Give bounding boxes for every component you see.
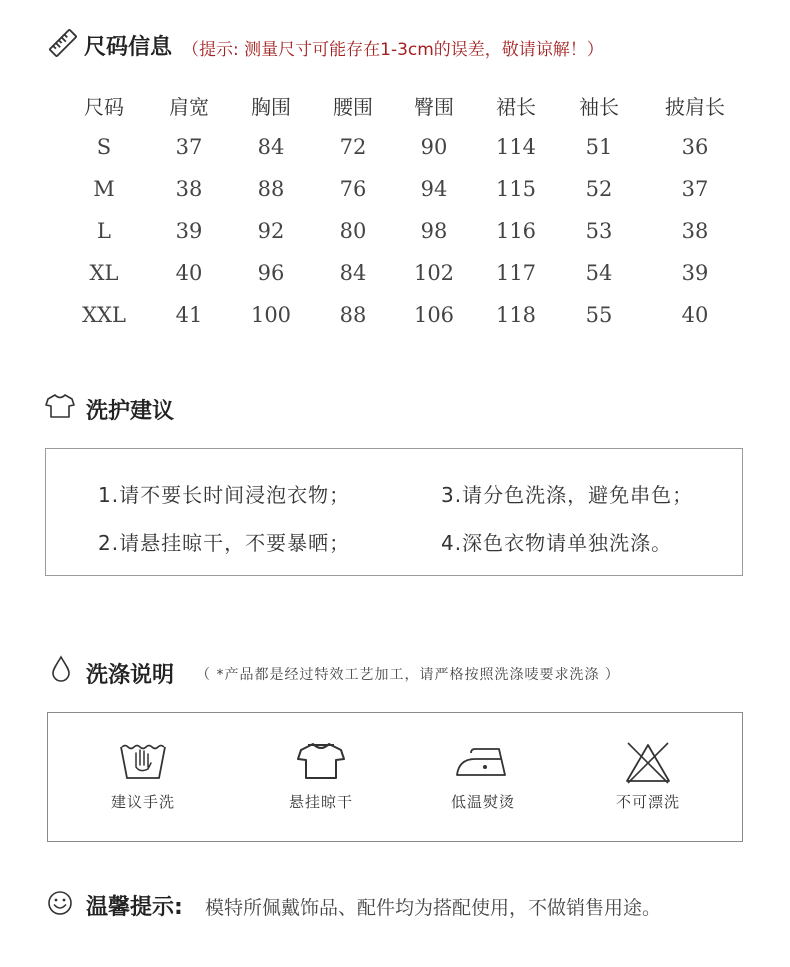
wash-item-label: 悬挂晾干 (288, 793, 353, 811)
table-cell: 40 (681, 303, 709, 327)
table-cell: 80 (339, 219, 367, 243)
iron-low-icon (453, 741, 513, 781)
table-cell: 36 (681, 135, 709, 159)
care-section-title: 洗护建议 (86, 399, 175, 424)
table-cell: 41 (175, 303, 203, 327)
table-cell: M (93, 177, 115, 201)
table-cell: 98 (420, 219, 448, 243)
wash-item (578, 741, 718, 812)
table-row (60, 294, 750, 336)
table-cell: 76 (339, 177, 367, 201)
table-cell: 88 (339, 303, 367, 327)
table-cell: 39 (681, 261, 709, 285)
table-cell: XXL (82, 303, 126, 327)
size-table-header-row (60, 84, 750, 126)
table-row (60, 126, 750, 168)
tip-text: 模特所佩戴饰品、配件均为搭配使用，不做销售用途。 (205, 897, 662, 919)
table-cell: 92 (257, 219, 285, 243)
table-cell: 39 (175, 219, 203, 243)
column-header: 裙长 (496, 94, 536, 119)
column-header: 臀围 (414, 94, 454, 119)
wash-item (251, 741, 391, 812)
table-cell: 114 (495, 135, 537, 159)
wash-item-label: 低温熨烫 (450, 793, 515, 811)
size-section-title: 尺码信息 (84, 35, 173, 60)
tshirt-icon (45, 393, 75, 419)
column-header: 披肩长 (665, 94, 725, 119)
care-item: 1.请不要长时间浸泡衣物； (98, 483, 351, 507)
table-row (60, 168, 750, 210)
table-cell: 117 (495, 261, 537, 285)
table-cell: 94 (420, 177, 448, 201)
column-header: 胸围 (251, 94, 291, 119)
table-cell: 37 (681, 177, 709, 201)
table-cell: 84 (257, 135, 285, 159)
care-item: 2.请悬挂晾干，不要暴晒； (98, 531, 351, 555)
table-row (60, 252, 750, 294)
table-cell: 88 (257, 177, 285, 201)
wash-item-label: 不可漂洗 (615, 793, 680, 811)
size-table (60, 84, 750, 336)
ruler-icon (48, 28, 78, 58)
table-cell: 40 (175, 261, 203, 285)
hang-dry-icon (296, 741, 346, 781)
column-header: 肩宽 (169, 94, 209, 119)
table-cell: 106 (413, 303, 455, 327)
care-item: 4.深色衣物请单独洗涤。 (441, 531, 673, 555)
table-cell: 72 (339, 135, 367, 159)
table-cell: L (97, 219, 111, 243)
table-cell: 90 (420, 135, 448, 159)
no-bleach-icon (623, 741, 673, 785)
table-cell: 96 (257, 261, 285, 285)
care-item: 3.请分色洗涤，避免串色； (441, 483, 694, 507)
table-cell: 84 (339, 261, 367, 285)
wash-item (413, 741, 553, 812)
table-cell: XL (89, 261, 119, 285)
wash-section-note: （ *产品都是经过特效工艺加工，请严格按照洗涤唛要求洗涤 ） (196, 667, 620, 683)
wash-item-label: 建议手洗 (110, 793, 175, 811)
water-drop-icon (50, 655, 72, 683)
table-cell: 51 (585, 135, 613, 159)
table-cell: S (96, 135, 112, 159)
table-cell: 118 (495, 303, 537, 327)
table-row (60, 210, 750, 252)
table-cell: 55 (585, 303, 613, 327)
tip-title: 温馨提示: (86, 895, 183, 920)
smiley-icon (47, 890, 73, 916)
table-cell: 52 (585, 177, 613, 201)
table-cell: 53 (585, 219, 613, 243)
wash-instructions-box (47, 712, 743, 842)
table-cell: 54 (585, 261, 613, 285)
column-header: 腰围 (333, 94, 373, 119)
care-advice-box (45, 448, 743, 576)
table-cell: 37 (175, 135, 203, 159)
table-cell: 115 (495, 177, 537, 201)
table-cell: 116 (495, 219, 537, 243)
wash-item (73, 741, 213, 812)
table-cell: 100 (250, 303, 292, 327)
table-cell: 102 (413, 261, 455, 285)
table-cell: 38 (681, 219, 709, 243)
column-header: 尺码 (84, 94, 124, 119)
hand-wash-icon (118, 741, 168, 781)
size-section-note: （提示: 测量尺寸可能存在1-3cm的误差，敬请谅解！） (182, 40, 604, 60)
wash-section-title: 洗涤说明 (86, 663, 175, 688)
table-cell: 38 (175, 177, 203, 201)
column-header: 袖长 (579, 94, 619, 119)
